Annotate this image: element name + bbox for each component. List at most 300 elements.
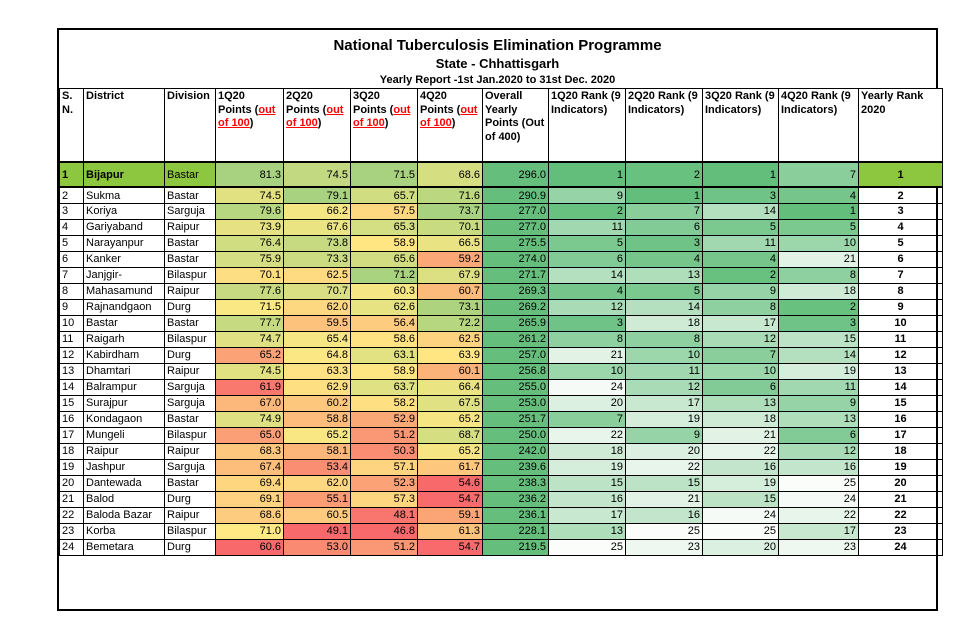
- table-row: [60, 315, 943, 331]
- 4q20-points-cell: 68.7: [418, 427, 483, 443]
- overall-points-cell: 228.1: [483, 523, 549, 539]
- 2q20-rank-cell: 20: [626, 443, 703, 459]
- yearly-rank-cell: 21: [859, 491, 943, 507]
- 2q20-rank-cell: 19: [626, 411, 703, 427]
- 1q20-points-cell: 70.1: [216, 267, 284, 283]
- sn-cell: 1: [60, 162, 84, 187]
- 1q20-points-cell: 67.0: [216, 395, 284, 411]
- table-row: [60, 443, 943, 459]
- 1q20-rank-cell: 1: [549, 162, 626, 187]
- 4q20-rank-cell: 16: [779, 459, 859, 475]
- sn-cell: 4: [60, 219, 84, 235]
- overall-points-cell: 290.9: [483, 187, 549, 203]
- 1q20-points-cell: 74.5: [216, 363, 284, 379]
- overall-points-cell: 296.0: [483, 162, 549, 187]
- division-cell: Sarguja: [165, 379, 216, 395]
- 2q20-points-cell: 73.8: [284, 235, 351, 251]
- 3q20-points-cell: 57.5: [351, 203, 418, 219]
- 1q20-rank-cell: 2: [549, 203, 626, 219]
- 3q20-rank-cell: 20: [703, 539, 779, 555]
- 1q20-rank-cell: 12: [549, 299, 626, 315]
- sn-cell: 23: [60, 523, 84, 539]
- sn-cell: 6: [60, 251, 84, 267]
- division-cell: Durg: [165, 299, 216, 315]
- 3q20-points-cell: 58.9: [351, 363, 418, 379]
- 4q20-points-cell: 65.2: [418, 443, 483, 459]
- sn-cell: 10: [60, 315, 84, 331]
- 2q20-rank-cell: 4: [626, 251, 703, 267]
- district-cell: Bijapur: [84, 162, 165, 187]
- 1q20-rank-cell: 3: [549, 315, 626, 331]
- 4q20-points-cell: 60.7: [418, 283, 483, 299]
- division-cell: Bastar: [165, 187, 216, 203]
- district-cell: Raipur: [84, 443, 165, 459]
- yearly-rank-cell: 17: [859, 427, 943, 443]
- 1q20-rank-cell: 13: [549, 523, 626, 539]
- 4q20-points-cell: 54.7: [418, 491, 483, 507]
- 2q20-points-cell: 64.8: [284, 347, 351, 363]
- overall-points-cell: 265.9: [483, 315, 549, 331]
- district-cell: Dantewada: [84, 475, 165, 491]
- 4q20-points-cell: 73.7: [418, 203, 483, 219]
- 4q20-rank-cell: 8: [779, 267, 859, 283]
- district-cell: Korba: [84, 523, 165, 539]
- sn-cell: 11: [60, 331, 84, 347]
- 4q20-points-cell: 59.2: [418, 251, 483, 267]
- 1q20-rank-cell: 10: [549, 363, 626, 379]
- 1q20-points-cell: 65.2: [216, 347, 284, 363]
- 2q20-points-cell: 70.7: [284, 283, 351, 299]
- yearly-rank-cell: 3: [859, 203, 943, 219]
- 2q20-points-cell: 74.5: [284, 162, 351, 187]
- sn-cell: 18: [60, 443, 84, 459]
- overall-points-cell: 253.0: [483, 395, 549, 411]
- 1q20-points-cell: 77.7: [216, 315, 284, 331]
- overall-points-cell: 274.0: [483, 251, 549, 267]
- 2q20-points-cell: 62.5: [284, 267, 351, 283]
- table-row: [60, 363, 943, 379]
- overall-points-cell: 251.7: [483, 411, 549, 427]
- sn-cell: 12: [60, 347, 84, 363]
- overall-points-cell: 269.3: [483, 283, 549, 299]
- table-row: [60, 507, 943, 523]
- 2q20-points-cell: 58.1: [284, 443, 351, 459]
- 2q20-rank-cell: 15: [626, 475, 703, 491]
- overall-points-cell: 238.3: [483, 475, 549, 491]
- yearly-rank-cell: 9: [859, 299, 943, 315]
- 2q20-points-cell: 66.2: [284, 203, 351, 219]
- 4q20-points-cell: 65.2: [418, 411, 483, 427]
- table-row: [60, 203, 943, 219]
- division-cell: Bilaspur: [165, 267, 216, 283]
- sn-cell: 7: [60, 267, 84, 283]
- division-cell: Bastar: [165, 475, 216, 491]
- 4q20-points-cell: 73.1: [418, 299, 483, 315]
- division-cell: Bastar: [165, 235, 216, 251]
- 4q20-points-cell: 61.3: [418, 523, 483, 539]
- 1q20-rank-cell: 9: [549, 187, 626, 203]
- division-cell: Raipur: [165, 363, 216, 379]
- overall-points-cell: 271.7: [483, 267, 549, 283]
- 3q20-rank-cell: 11: [703, 235, 779, 251]
- 3q20-rank-cell: 15: [703, 491, 779, 507]
- out-of-100-accent: out of 100: [286, 103, 344, 130]
- 2q20-rank-cell: 23: [626, 539, 703, 555]
- table-row: [60, 219, 943, 235]
- yearly-rank-cell: 20: [859, 475, 943, 491]
- table-row: [60, 475, 943, 491]
- 4q20-rank-cell: 24: [779, 491, 859, 507]
- 1q20-points-cell: 69.4: [216, 475, 284, 491]
- sn-cell: 8: [60, 283, 84, 299]
- sn-cell: 16: [60, 411, 84, 427]
- table-row: [60, 491, 943, 507]
- 1q20-points-cell: 68.3: [216, 443, 284, 459]
- overall-points-cell: 255.0: [483, 379, 549, 395]
- 2q20-rank-cell: 6: [626, 219, 703, 235]
- 2q20-points-cell: 67.6: [284, 219, 351, 235]
- col-header-4q20-points: 4Q20 Points (out of 100): [418, 88, 483, 162]
- division-cell: Sarguja: [165, 203, 216, 219]
- 2q20-rank-cell: 10: [626, 347, 703, 363]
- 3q20-points-cell: 46.8: [351, 523, 418, 539]
- 4q20-rank-cell: 14: [779, 347, 859, 363]
- 3q20-rank-cell: 22: [703, 443, 779, 459]
- 2q20-points-cell: 73.3: [284, 251, 351, 267]
- 2q20-rank-cell: 21: [626, 491, 703, 507]
- yearly-rank-cell: 15: [859, 395, 943, 411]
- division-cell: Bastar: [165, 162, 216, 187]
- col-header-2q20-rank: 2Q20 Rank (9 Indicators): [626, 88, 703, 162]
- division-cell: Raipur: [165, 219, 216, 235]
- 4q20-points-cell: 70.1: [418, 219, 483, 235]
- yearly-rank-cell: 13: [859, 363, 943, 379]
- 4q20-rank-cell: 3: [779, 315, 859, 331]
- 3q20-points-cell: 58.2: [351, 395, 418, 411]
- 1q20-points-cell: 71.0: [216, 523, 284, 539]
- division-cell: Bastar: [165, 315, 216, 331]
- 1q20-rank-cell: 6: [549, 251, 626, 267]
- overall-points-cell: 261.2: [483, 331, 549, 347]
- 3q20-points-cell: 50.3: [351, 443, 418, 459]
- district-cell: Kanker: [84, 251, 165, 267]
- report-period: Yearly Report -1st Jan.2020 to 31st Dec. 2020: [379, 73, 616, 86]
- 2q20-rank-cell: 5: [626, 283, 703, 299]
- 2q20-rank-cell: 25: [626, 523, 703, 539]
- 1q20-rank-cell: 15: [549, 475, 626, 491]
- district-cell: Rajnandgaon: [84, 299, 165, 315]
- 1q20-points-cell: 77.6: [216, 283, 284, 299]
- 3q20-points-cell: 60.3: [351, 283, 418, 299]
- 1q20-rank-cell: 7: [549, 411, 626, 427]
- 4q20-rank-cell: 12: [779, 443, 859, 459]
- 1q20-rank-cell: 19: [549, 459, 626, 475]
- district-cell: Bemetara: [84, 539, 165, 555]
- district-cell: Balod: [84, 491, 165, 507]
- 1q20-rank-cell: 21: [549, 347, 626, 363]
- 4q20-rank-cell: 11: [779, 379, 859, 395]
- district-cell: Kondagaon: [84, 411, 165, 427]
- sn-cell: 2: [60, 187, 84, 203]
- 3q20-rank-cell: 25: [703, 523, 779, 539]
- out-of-100-accent: out of 100: [353, 103, 411, 130]
- 1q20-rank-cell: 5: [549, 235, 626, 251]
- 4q20-rank-cell: 13: [779, 411, 859, 427]
- 4q20-points-cell: 66.4: [418, 379, 483, 395]
- 3q20-rank-cell: 16: [703, 459, 779, 475]
- district-cell: Raigarh: [84, 331, 165, 347]
- 3q20-rank-cell: 14: [703, 203, 779, 219]
- table-row: [60, 299, 943, 315]
- overall-points-cell: 250.0: [483, 427, 549, 443]
- 1q20-points-cell: 60.6: [216, 539, 284, 555]
- 1q20-points-cell: 74.5: [216, 187, 284, 203]
- 4q20-points-cell: 66.5: [418, 235, 483, 251]
- overall-points-cell: 277.0: [483, 203, 549, 219]
- overall-points-cell: 239.6: [483, 459, 549, 475]
- 3q20-points-cell: 63.7: [351, 379, 418, 395]
- district-cell: Baloda Bazar: [84, 507, 165, 523]
- 3q20-points-cell: 65.7: [351, 187, 418, 203]
- overall-points-cell: 269.2: [483, 299, 549, 315]
- 3q20-points-cell: 71.5: [351, 162, 418, 187]
- 2q20-points-cell: 65.4: [284, 331, 351, 347]
- 2q20-rank-cell: 12: [626, 379, 703, 395]
- 3q20-points-cell: 48.1: [351, 507, 418, 523]
- 3q20-points-cell: 63.1: [351, 347, 418, 363]
- col-header-overall-points: Overall Yearly Points (Out of 400): [483, 88, 549, 162]
- col-header-3q20-rank: 3Q20 Rank (9 Indicators): [703, 88, 779, 162]
- district-cell: Balrampur: [84, 379, 165, 395]
- sn-cell: 5: [60, 235, 84, 251]
- 3q20-rank-cell: 24: [703, 507, 779, 523]
- report-frame: [57, 28, 938, 611]
- 2q20-rank-cell: 3: [626, 235, 703, 251]
- 1q20-rank-cell: 11: [549, 219, 626, 235]
- yearly-rank-cell: 12: [859, 347, 943, 363]
- table-row: [60, 267, 943, 283]
- district-cell: Dhamtari: [84, 363, 165, 379]
- 2q20-points-cell: 53.4: [284, 459, 351, 475]
- col-header-sn: S. N.: [60, 88, 84, 162]
- sn-cell: 14: [60, 379, 84, 395]
- 2q20-points-cell: 79.1: [284, 187, 351, 203]
- 3q20-points-cell: 58.6: [351, 331, 418, 347]
- 3q20-rank-cell: 5: [703, 219, 779, 235]
- 4q20-rank-cell: 23: [779, 539, 859, 555]
- sn-cell: 21: [60, 491, 84, 507]
- 4q20-rank-cell: 18: [779, 283, 859, 299]
- overall-points-cell: 277.0: [483, 219, 549, 235]
- yearly-rank-cell: 14: [859, 379, 943, 395]
- 1q20-points-cell: 74.7: [216, 331, 284, 347]
- 4q20-rank-cell: 1: [779, 203, 859, 219]
- 4q20-points-cell: 54.6: [418, 475, 483, 491]
- 2q20-points-cell: 55.1: [284, 491, 351, 507]
- division-cell: Durg: [165, 347, 216, 363]
- district-cell: Sukma: [84, 187, 165, 203]
- 1q20-points-cell: 69.1: [216, 491, 284, 507]
- 3q20-points-cell: 57.3: [351, 491, 418, 507]
- district-cell: Mungeli: [84, 427, 165, 443]
- col-header-1q20-points: 1Q20 Points (out of 100): [216, 88, 284, 162]
- 4q20-rank-cell: 19: [779, 363, 859, 379]
- table-row: [60, 411, 943, 427]
- sn-cell: 13: [60, 363, 84, 379]
- 3q20-rank-cell: 3: [703, 187, 779, 203]
- yearly-rank-cell: 16: [859, 411, 943, 427]
- 4q20-rank-cell: 2: [779, 299, 859, 315]
- yearly-rank-cell: 2: [859, 187, 943, 203]
- 2q20-rank-cell: 18: [626, 315, 703, 331]
- 2q20-points-cell: 62.0: [284, 475, 351, 491]
- 3q20-rank-cell: 7: [703, 347, 779, 363]
- title-block: [59, 30, 936, 87]
- district-cell: Janjgir-: [84, 267, 165, 283]
- yearly-rank-cell: 19: [859, 459, 943, 475]
- 1q20-points-cell: 75.9: [216, 251, 284, 267]
- 2q20-rank-cell: 1: [626, 187, 703, 203]
- col-header-4q20-rank: 4Q20 Rank (9 Indicators): [779, 88, 859, 162]
- 4q20-rank-cell: 17: [779, 523, 859, 539]
- yearly-rank-cell: 24: [859, 539, 943, 555]
- col-header-division: Division: [165, 88, 216, 162]
- 3q20-points-cell: 56.4: [351, 315, 418, 331]
- 1q20-points-cell: 67.4: [216, 459, 284, 475]
- yearly-rank-cell: 6: [859, 251, 943, 267]
- 3q20-rank-cell: 10: [703, 363, 779, 379]
- division-cell: Bilaspur: [165, 331, 216, 347]
- district-cell: Jashpur: [84, 459, 165, 475]
- 3q20-points-cell: 51.2: [351, 539, 418, 555]
- overall-points-cell: 257.0: [483, 347, 549, 363]
- col-header-yearly-rank: Yearly Rank 2020: [859, 88, 943, 162]
- 3q20-points-cell: 65.6: [351, 251, 418, 267]
- division-cell: Durg: [165, 539, 216, 555]
- district-cell: Surajpur: [84, 395, 165, 411]
- yearly-rank-cell: 4: [859, 219, 943, 235]
- 1q20-points-cell: 73.9: [216, 219, 284, 235]
- yearly-rank-cell: 18: [859, 443, 943, 459]
- 4q20-rank-cell: 7: [779, 162, 859, 187]
- overall-points-cell: 256.8: [483, 363, 549, 379]
- 4q20-points-cell: 67.9: [418, 267, 483, 283]
- overall-points-cell: 242.0: [483, 443, 549, 459]
- 3q20-rank-cell: 1: [703, 162, 779, 187]
- yearly-rank-cell: 22: [859, 507, 943, 523]
- 3q20-points-cell: 65.3: [351, 219, 418, 235]
- table-row: [60, 283, 943, 299]
- table-body: [60, 162, 943, 555]
- 2q20-points-cell: 53.0: [284, 539, 351, 555]
- table-row: [60, 395, 943, 411]
- 4q20-rank-cell: 15: [779, 331, 859, 347]
- table-row: [60, 347, 943, 363]
- 3q20-rank-cell: 13: [703, 395, 779, 411]
- yearly-rank-cell: 7: [859, 267, 943, 283]
- sn-cell: 19: [60, 459, 84, 475]
- 3q20-rank-cell: 8: [703, 299, 779, 315]
- table-row: [60, 523, 943, 539]
- 1q20-rank-cell: 20: [549, 395, 626, 411]
- 2q20-points-cell: 65.2: [284, 427, 351, 443]
- district-cell: Narayanpur: [84, 235, 165, 251]
- 2q20-points-cell: 62.0: [284, 299, 351, 315]
- 4q20-rank-cell: 22: [779, 507, 859, 523]
- 4q20-points-cell: 72.2: [418, 315, 483, 331]
- 3q20-rank-cell: 18: [703, 411, 779, 427]
- 4q20-rank-cell: 6: [779, 427, 859, 443]
- 1q20-points-cell: 65.0: [216, 427, 284, 443]
- sn-cell: 20: [60, 475, 84, 491]
- 1q20-rank-cell: 25: [549, 539, 626, 555]
- sn-cell: 17: [60, 427, 84, 443]
- 1q20-rank-cell: 22: [549, 427, 626, 443]
- 2q20-rank-cell: 7: [626, 203, 703, 219]
- 2q20-rank-cell: 17: [626, 395, 703, 411]
- overall-points-cell: 236.2: [483, 491, 549, 507]
- table-row: [60, 459, 943, 475]
- 2q20-points-cell: 60.5: [284, 507, 351, 523]
- division-cell: Bastar: [165, 251, 216, 267]
- district-cell: Gariyaband: [84, 219, 165, 235]
- 2q20-points-cell: 62.9: [284, 379, 351, 395]
- division-cell: Durg: [165, 491, 216, 507]
- yearly-rank-cell: 5: [859, 235, 943, 251]
- division-cell: Raipur: [165, 443, 216, 459]
- 3q20-rank-cell: 19: [703, 475, 779, 491]
- 2q20-rank-cell: 13: [626, 267, 703, 283]
- 1q20-points-cell: 74.9: [216, 411, 284, 427]
- 4q20-points-cell: 54.7: [418, 539, 483, 555]
- col-header-1q20-rank: 1Q20 Rank (9 Indicators): [549, 88, 626, 162]
- 3q20-rank-cell: 21: [703, 427, 779, 443]
- division-cell: Raipur: [165, 283, 216, 299]
- yearly-rank-cell: 23: [859, 523, 943, 539]
- 1q20-points-cell: 71.5: [216, 299, 284, 315]
- 1q20-points-cell: 79.6: [216, 203, 284, 219]
- district-cell: Koriya: [84, 203, 165, 219]
- header-row: [60, 88, 943, 162]
- 3q20-points-cell: 58.9: [351, 235, 418, 251]
- division-cell: Sarguja: [165, 459, 216, 475]
- 1q20-rank-cell: 17: [549, 507, 626, 523]
- out-of-100-accent: out of 100: [420, 103, 478, 130]
- sn-cell: 24: [60, 539, 84, 555]
- 2q20-points-cell: 59.5: [284, 315, 351, 331]
- 2q20-rank-cell: 22: [626, 459, 703, 475]
- 2q20-rank-cell: 9: [626, 427, 703, 443]
- yearly-rank-cell: 10: [859, 315, 943, 331]
- out-of-100-accent: out of 100: [218, 103, 276, 130]
- col-header-2q20-points: 2Q20 Points (out of 100): [284, 88, 351, 162]
- 2q20-rank-cell: 11: [626, 363, 703, 379]
- table-header: [60, 88, 943, 162]
- division-cell: Sarguja: [165, 395, 216, 411]
- division-cell: Bilaspur: [165, 523, 216, 539]
- table-row: [60, 379, 943, 395]
- 4q20-rank-cell: 10: [779, 235, 859, 251]
- 2q20-points-cell: 63.3: [284, 363, 351, 379]
- table-row: [60, 331, 943, 347]
- table-row: [60, 162, 943, 187]
- 1q20-points-cell: 68.6: [216, 507, 284, 523]
- 1q20-points-cell: 76.4: [216, 235, 284, 251]
- yearly-rank-cell: 1: [859, 162, 943, 187]
- yearly-rank-cell: 11: [859, 331, 943, 347]
- 4q20-rank-cell: 9: [779, 395, 859, 411]
- overall-points-cell: 219.5: [483, 539, 549, 555]
